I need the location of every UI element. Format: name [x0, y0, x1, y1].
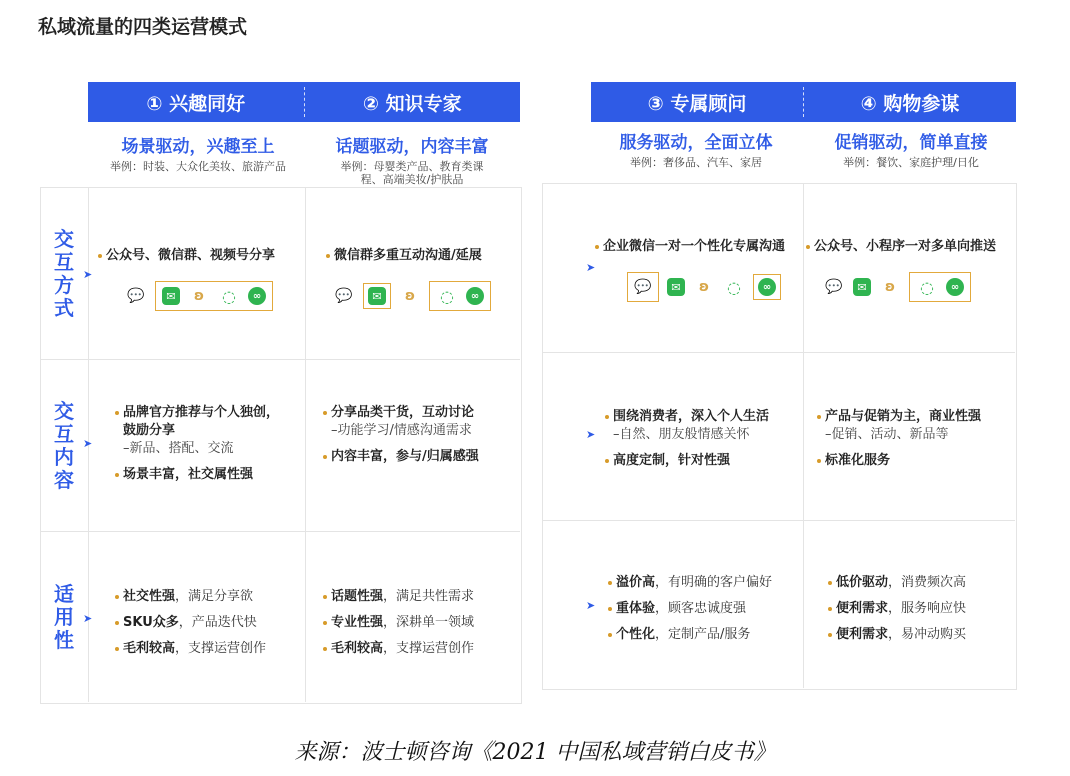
applicability-key: 溢价高 — [616, 575, 656, 590]
channels-icon: ʚ — [404, 288, 416, 304]
applicability-key: 毛利较高 — [331, 641, 384, 656]
mode-label: ③ 专属顾问 — [647, 92, 747, 115]
mode-band-right — [591, 82, 1016, 122]
mode-slogan: 场景驱动，兴趣至上 — [121, 137, 275, 157]
mini-program-icon: ∞ — [248, 287, 266, 305]
applicability-cell — [828, 574, 1013, 652]
channel-icons — [333, 281, 491, 311]
applicability-desc: ，顾客忠诚度强 — [655, 601, 747, 616]
moments-icon: ◌ — [222, 286, 236, 306]
applicability-desc: ，深耕单一领域 — [383, 615, 475, 630]
wechat-icon: ✉ — [162, 287, 180, 305]
interaction-cell — [98, 247, 303, 273]
band-divider — [803, 87, 804, 117]
applicability-key: 便利需求 — [836, 601, 889, 616]
applicability-desc: ，满足共性需求 — [383, 589, 475, 604]
channel-icons — [823, 272, 971, 302]
wechat-icon: ✉ — [368, 287, 386, 305]
arrow-icon: ➤ — [586, 599, 596, 612]
mode-slogan: 服务驱动，全面立体 — [619, 133, 773, 153]
wechat-bubble-icon: 💬 — [335, 288, 353, 304]
mode-example: 举例：母婴类产品、教育类课程、高端美妆/护肤品 — [340, 160, 484, 186]
applicability-desc: ，服务响应快 — [888, 601, 967, 616]
applicability-key: 个性化 — [616, 627, 656, 642]
wechat-bubble-icon: 💬 — [825, 279, 843, 295]
interaction-cell — [326, 247, 516, 273]
arrow-icon: ➤ — [586, 428, 596, 441]
grid-line — [40, 359, 520, 360]
mode-subhead — [805, 128, 1017, 169]
applicability-desc: ，产品迭代快 — [178, 615, 257, 630]
applicability-desc: ，支撑运营创作 — [175, 641, 267, 656]
mode-label: ① 兴趣同好 — [146, 92, 246, 115]
applicability-key: 便利需求 — [836, 627, 889, 642]
highlight-box — [363, 283, 391, 309]
grid-line — [305, 187, 306, 702]
band-divider — [304, 87, 305, 117]
mini-program-icon: ∞ — [466, 287, 484, 305]
content-cell — [115, 404, 285, 492]
channels-icon: ʚ — [193, 288, 205, 304]
grid-line — [40, 531, 520, 532]
applicability-key: 话题性强 — [331, 589, 384, 604]
arrow-icon: ➤ — [83, 612, 93, 625]
highlight-box — [155, 281, 273, 311]
row-label-interaction-content: 交互内容 — [54, 399, 74, 492]
content-cell — [323, 404, 513, 474]
content-subtext: –自然、朋友般情感关怀 — [613, 427, 750, 442]
highlight-box — [753, 274, 781, 300]
interaction-cell — [806, 238, 1018, 264]
applicability-desc: ，易冲动购买 — [888, 627, 967, 642]
content-text: 高度定制，针对性强 — [613, 453, 731, 468]
applicability-desc: ，定制产品/服务 — [655, 627, 751, 642]
content-text: 分享品类干货，互动讨论 — [331, 405, 475, 420]
wechat-bubble-icon: 💬 — [127, 288, 145, 304]
highlight-box — [627, 272, 659, 302]
row-label-interaction-method: 交互方式 — [54, 227, 74, 320]
content-text: 标准化服务 — [825, 453, 891, 468]
mode-label: ④ 购物参谋 — [860, 92, 960, 115]
source-caption: 来源：波士顿咨询《2021 中国私域营销白皮书》 — [294, 740, 776, 765]
mode-example: 举例：时装、大众化美妆、旅游产品 — [110, 160, 286, 173]
mode-label: ② 知识专家 — [362, 92, 462, 115]
applicability-key: SKU众多 — [123, 615, 179, 630]
mode-subhead — [591, 128, 801, 169]
content-text: 场景丰富，社交属性强 — [123, 467, 254, 482]
moments-icon: ◌ — [440, 286, 454, 306]
interaction-text: 企业微信一对一个性化专属沟通 — [603, 239, 786, 254]
mode-subhead — [308, 132, 516, 186]
arrow-icon: ➤ — [586, 261, 596, 274]
applicability-desc: ，支撑运营创作 — [383, 641, 475, 656]
channel-icons — [125, 281, 273, 311]
channel-icons — [627, 272, 781, 302]
arrow-icon: ➤ — [83, 268, 93, 281]
content-text: 内容丰富，参与/归属感强 — [331, 449, 479, 464]
mini-program-icon: ∞ — [946, 278, 964, 296]
applicability-key: 专业性强 — [331, 615, 384, 630]
mode-subhead — [92, 132, 304, 173]
applicability-key: 社交性强 — [123, 589, 176, 604]
channels-icon: ʚ — [884, 279, 896, 295]
highlight-box — [909, 272, 971, 302]
interaction-text: 微信群多重互动沟通/延展 — [334, 248, 482, 263]
content-text: 产品与促销为主，商业性强 — [825, 409, 982, 424]
interaction-text: 公众号、微信群、视频号分享 — [106, 248, 276, 263]
channels-icon: ʚ — [698, 279, 710, 295]
grid-line — [542, 352, 1015, 353]
applicability-key: 重体验 — [616, 601, 656, 616]
applicability-desc: ，满足分享欲 — [175, 589, 254, 604]
row-label-applicability: 适用性 — [54, 582, 74, 652]
content-cell — [817, 408, 1012, 478]
mode-slogan: 话题驱动，内容丰富 — [335, 137, 489, 157]
content-text: 围绕消费者，深入个人生活 — [613, 409, 770, 424]
mode-example: 举例：餐饮、家庭护理/日化 — [843, 156, 979, 169]
applicability-key: 低价驱动 — [836, 575, 889, 590]
grid-line — [542, 520, 1015, 521]
wechat-bubble-icon: 💬 — [634, 279, 652, 295]
applicability-cell — [323, 588, 513, 666]
applicability-desc: ，消费频次高 — [888, 575, 967, 590]
content-subtext: –功能学习/情感沟通需求 — [331, 423, 472, 438]
mode-band-left — [88, 82, 520, 122]
wechat-icon: ✉ — [853, 278, 871, 296]
content-subtext: –新品、搭配、交流 — [123, 441, 234, 456]
applicability-cell — [115, 588, 300, 666]
content-subtext: –促销、活动、新品等 — [825, 427, 949, 442]
applicability-key: 毛利较高 — [123, 641, 176, 656]
interaction-text: 公众号、小程序一对多单向推送 — [814, 239, 997, 254]
mode-slogan: 促销驱动，简单直接 — [834, 133, 988, 153]
content-text: 品牌官方推荐与个人独创，鼓励分享 — [123, 405, 280, 438]
applicability-cell — [608, 574, 803, 652]
mini-program-icon: ∞ — [758, 278, 776, 296]
interaction-cell — [595, 238, 805, 264]
mode-example: 举例：奢侈品、汽车、家居 — [630, 156, 762, 169]
moments-icon: ◌ — [920, 277, 934, 297]
content-cell — [605, 408, 800, 478]
page-title: 私域流量的四类运营模式 — [38, 16, 248, 38]
highlight-box — [429, 281, 491, 311]
arrow-icon: ➤ — [83, 437, 93, 450]
applicability-desc: ，有明确的客户偏好 — [655, 575, 773, 590]
moments-icon: ◌ — [727, 277, 741, 297]
wechat-icon: ✉ — [667, 278, 685, 296]
